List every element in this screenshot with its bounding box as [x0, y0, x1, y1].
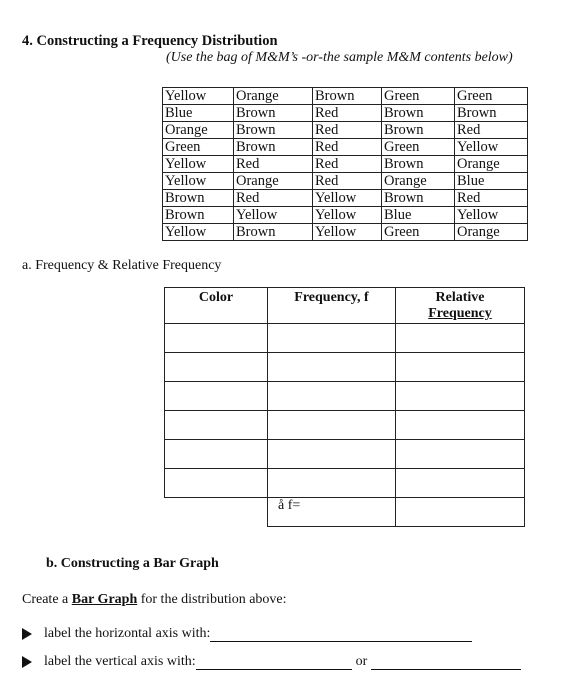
mm-cell: Red — [234, 190, 313, 207]
color-cell[interactable] — [165, 324, 268, 353]
mm-cell: Yellow — [234, 207, 313, 224]
frequency-sum-row — [165, 498, 525, 527]
bullet-horizontal-axis — [22, 626, 472, 642]
sum-cell[interactable] — [268, 498, 396, 527]
mm-cell: Brown — [234, 122, 313, 139]
relative-frequency-cell[interactable] — [396, 440, 525, 469]
frequency-cell[interactable] — [268, 440, 396, 469]
arrow-bullet-icon — [22, 628, 32, 640]
color-cell[interactable] — [165, 469, 268, 498]
mm-cell: Yellow — [163, 224, 234, 241]
mm-row — [163, 139, 528, 156]
frequency-row — [165, 353, 525, 382]
relative-frequency-cell[interactable] — [396, 382, 525, 411]
vertical-axis-answer-line-2[interactable] — [371, 655, 521, 670]
part-a-label: a. Frequency & Relative Frequency — [22, 258, 222, 273]
mm-cell: Orange — [455, 156, 528, 173]
header-frequency — [268, 288, 396, 324]
mm-cell: Yellow — [163, 88, 234, 105]
frequency-row — [165, 440, 525, 469]
color-cell[interactable] — [165, 440, 268, 469]
mm-cell: Red — [313, 173, 382, 190]
horizontal-axis-answer-line[interactable] — [210, 627, 472, 642]
bullet-vertical-axis — [22, 654, 521, 670]
mm-cell: Brown — [382, 122, 455, 139]
mm-cell: Green — [382, 139, 455, 156]
mm-cell: Red — [313, 122, 382, 139]
mm-cell: Orange — [234, 173, 313, 190]
sum-label: å f= — [278, 498, 301, 513]
bullet-horizontal-label: label the horizontal axis with: — [44, 626, 211, 641]
color-cell[interactable] — [165, 411, 268, 440]
frequency-row — [165, 382, 525, 411]
mm-cell: Orange — [455, 224, 528, 241]
mm-cell: Red — [313, 156, 382, 173]
create-suffix: for the distribution above: — [137, 592, 287, 607]
mm-cell: Orange — [234, 88, 313, 105]
mm-cell: Brown — [234, 224, 313, 241]
mm-row — [163, 173, 528, 190]
mm-row — [163, 156, 528, 173]
mm-cell: Brown — [163, 207, 234, 224]
relative-frequency-cell[interactable] — [396, 353, 525, 382]
mm-cell: Blue — [382, 207, 455, 224]
header-color: Color — [165, 288, 268, 324]
mm-cell: Green — [382, 224, 455, 241]
mm-cell: Brown — [234, 105, 313, 122]
mm-cell: Blue — [163, 105, 234, 122]
color-cell[interactable] — [165, 353, 268, 382]
mm-cell: Orange — [163, 122, 234, 139]
header-relative-line1: Relative — [435, 290, 485, 305]
create-instruction — [22, 592, 287, 608]
mm-cell: Brown — [163, 190, 234, 207]
mm-cell: Blue — [455, 173, 528, 190]
mm-cell: Brown — [313, 88, 382, 105]
frequency-cell[interactable] — [268, 411, 396, 440]
mm-cell: Yellow — [313, 207, 382, 224]
mm-cell: Brown — [234, 139, 313, 156]
question-subtitle: (Use the bag of M&M’s -or-the sample M&M contents below) — [166, 50, 513, 65]
sum-relative-cell[interactable] — [396, 498, 525, 527]
frequency-cell[interactable] — [268, 353, 396, 382]
mm-cell: Orange — [382, 173, 455, 190]
mm-cell: Green — [163, 139, 234, 156]
mm-cell: Red — [455, 122, 528, 139]
arrow-bullet-icon — [22, 656, 32, 668]
mm-cell: Red — [313, 105, 382, 122]
vertical-axis-answer-line-1[interactable] — [196, 655, 352, 670]
mm-cell: Green — [382, 88, 455, 105]
mm-cell: Brown — [382, 105, 455, 122]
question-title: 4. Constructing a Frequency Distribution — [22, 33, 278, 49]
mm-cell: Green — [455, 88, 528, 105]
mm-cell: Yellow — [313, 224, 382, 241]
header-frequency-label: Frequency, f — [294, 290, 369, 305]
mm-cell: Yellow — [163, 173, 234, 190]
or-label: or — [355, 654, 368, 669]
relative-frequency-cell[interactable] — [396, 469, 525, 498]
frequency-cell[interactable] — [268, 469, 396, 498]
color-cell[interactable] — [165, 382, 268, 411]
part-b-label: b. Constructing a Bar Graph — [46, 556, 219, 571]
mm-cell: Brown — [455, 105, 528, 122]
mm-cell: Yellow — [455, 139, 528, 156]
frequency-row — [165, 411, 525, 440]
mm-row — [163, 207, 528, 224]
frequency-cell[interactable] — [268, 382, 396, 411]
mm-cell: Red — [313, 139, 382, 156]
mm-row — [163, 88, 528, 105]
mm-cell: Red — [234, 156, 313, 173]
create-prefix: Create a — [22, 592, 72, 607]
mm-sample-table — [162, 87, 528, 241]
create-bar-graph: Bar Graph — [71, 592, 138, 607]
sum-blank — [165, 498, 268, 527]
frequency-header-row — [165, 288, 525, 324]
mm-cell: Yellow — [313, 190, 382, 207]
mm-row — [163, 190, 528, 207]
frequency-row — [165, 324, 525, 353]
relative-frequency-cell[interactable] — [396, 324, 525, 353]
mm-cell: Brown — [382, 190, 455, 207]
header-relative-frequency — [396, 288, 525, 324]
mm-row — [163, 105, 528, 122]
relative-frequency-cell[interactable] — [396, 411, 525, 440]
mm-cell: Yellow — [163, 156, 234, 173]
header-relative-line2: Frequency — [428, 306, 492, 321]
frequency-row — [165, 469, 525, 498]
frequency-table — [164, 287, 525, 527]
mm-cell: Brown — [382, 156, 455, 173]
mm-row — [163, 224, 528, 241]
frequency-cell[interactable] — [268, 324, 396, 353]
bullet-vertical-label: label the vertical axis with: — [44, 654, 196, 669]
mm-row — [163, 122, 528, 139]
mm-cell: Red — [455, 190, 528, 207]
mm-cell: Yellow — [455, 207, 528, 224]
